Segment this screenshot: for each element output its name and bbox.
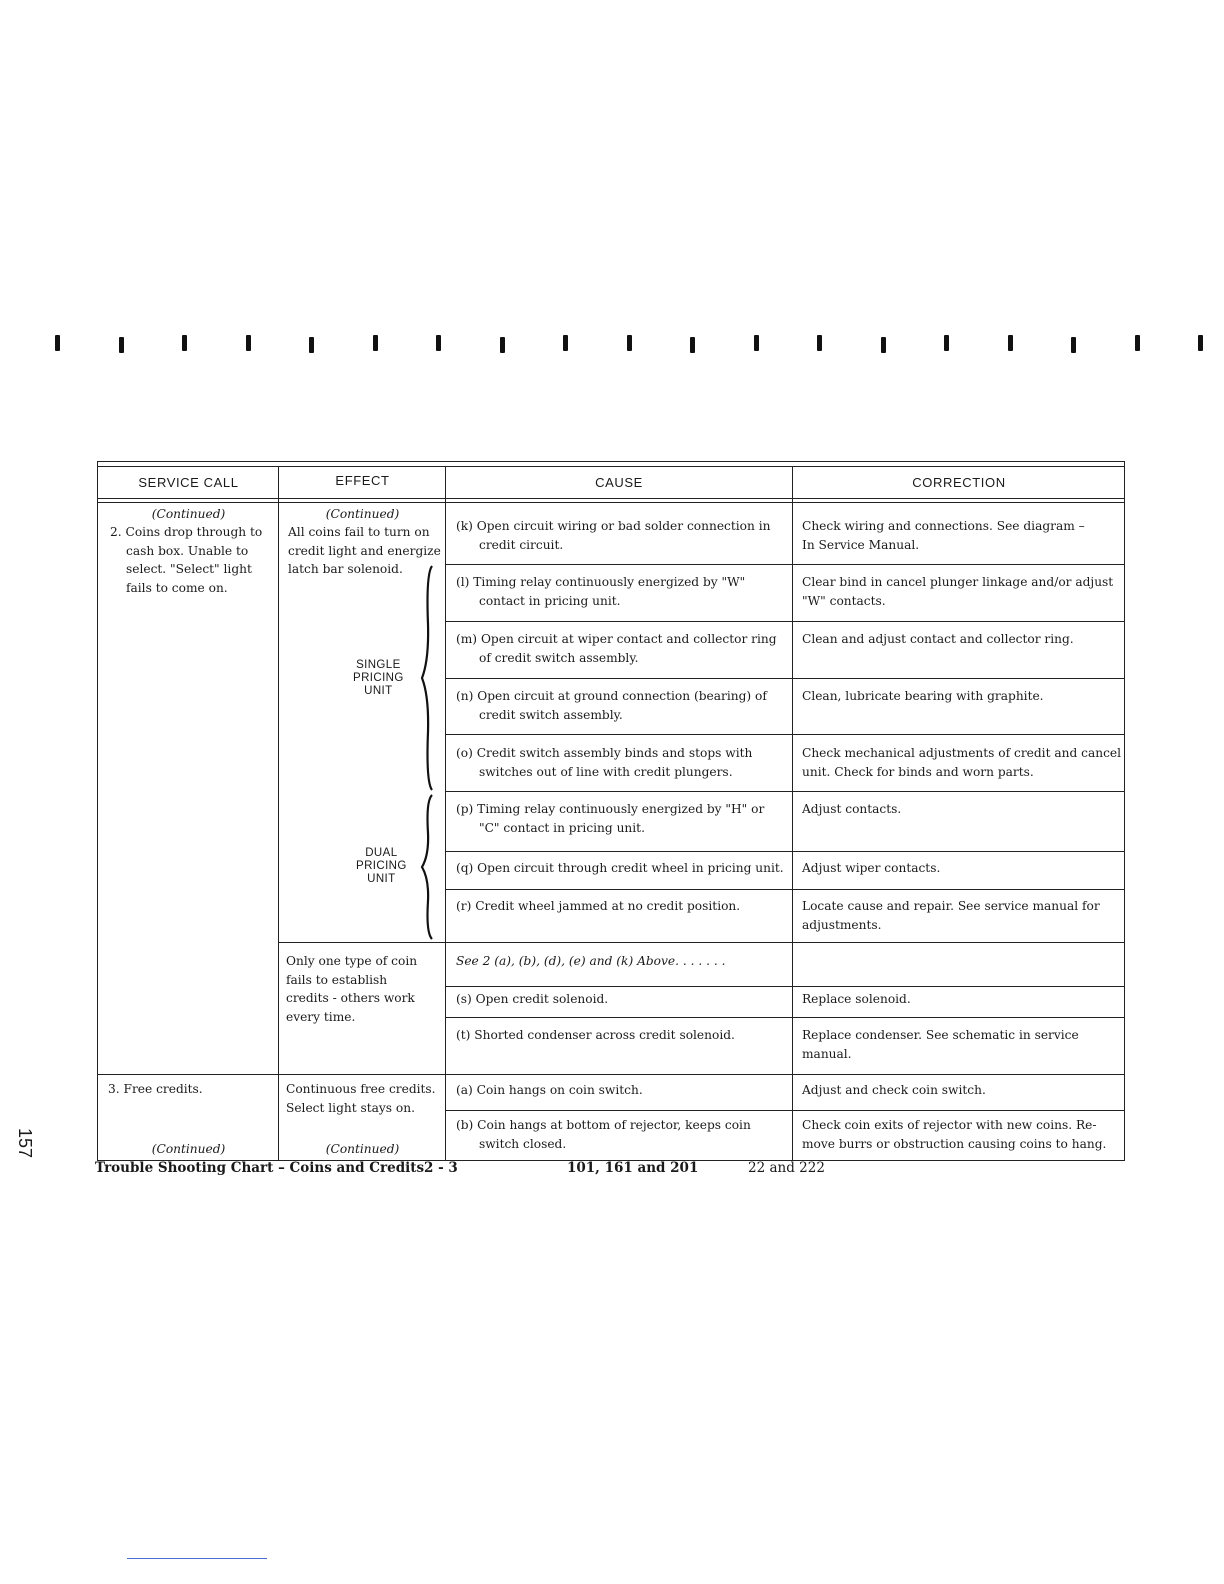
divider-line [127,1558,267,1559]
cause-cell: (p) Timing relay continuously energized by "H" or "C" contact in pricing unit. [456,802,765,835]
cause-cell: (o) Credit switch assembly binds and stops with switches out of line with credit plungers. [456,746,753,779]
registration-mark [1198,335,1203,351]
registration-mark [182,335,187,351]
cause-cell: (m) Open circuit at wiper contact and collector ring of credit switch assembly. [456,632,777,665]
service-call-continued-bottom: (Continued) [151,1142,226,1156]
footer-section: 2 - 3 [424,1160,458,1176]
correction-cell: Clean and adjust contact and collector ring. [802,632,1074,646]
registration-mark [1008,335,1013,351]
registration-mark [627,335,632,351]
cause-cell: (r) Credit wheel jammed at no credit position. [456,899,741,913]
registration-mark [754,335,759,351]
header-service-call: SERVICE CALL [138,475,239,490]
single-pricing-unit-label: SINGLE PRICING UNIT [353,659,404,697]
footer-models: 101, 161 and 201 [567,1160,699,1176]
registration-marks [55,335,1205,365]
correction-cell: Clear bind in cancel plunger linkage and/or adjust "W" contacts. [802,575,1114,608]
footer-title: Trouble Shooting Chart – Coins and Credits [95,1160,425,1176]
correction-cell: Adjust and check coin switch. [802,1083,986,1097]
service-call-item-2: 2. Coins drop through to cash box. Unable to select. "Select" light fails to come on. [110,525,263,595]
single-pricing-brace [420,564,440,792]
correction-cell: Locate cause and repair. See service manual for adjustments. [802,899,1100,932]
trouble-shooting-table [97,461,1125,1161]
registration-mark [944,335,949,351]
correction-cell: Adjust wiper contacts. [802,861,941,875]
effect-continued-top: (Continued) [325,507,400,521]
header-correction: CORRECTION [912,475,1006,490]
cause-cell: (l) Timing relay continuously energized by "W" contact in pricing unit. [456,575,746,608]
registration-mark [55,335,60,351]
correction-cell: Adjust contacts. [802,802,902,816]
cause-cell: (t) Shorted condenser across credit solenoid. [456,1028,735,1042]
service-call-item-3: 3. Free credits. [108,1082,203,1096]
registration-mark [246,335,251,351]
dual-pricing-unit-label: DUAL PRICING UNIT [356,847,407,885]
cause-cell: See 2 (a), (b), (d), (e) and (k) Above. . . . . . . [456,954,726,968]
dual-pricing-brace [420,793,440,941]
registration-mark [690,337,695,353]
cause-cell: (s) Open credit solenoid. [456,992,609,1006]
registration-mark [500,337,505,353]
registration-mark [563,335,568,351]
registration-mark [373,335,378,351]
page-number: 157 [15,1128,35,1159]
correction-cell: Check wiring and connections. See diagram – In Service Manual. [802,519,1085,552]
header-cause: CAUSE [595,475,643,490]
registration-mark [1135,335,1140,351]
footer-extra: 22 and 222 [748,1160,825,1176]
registration-mark [436,335,441,351]
correction-cell: Replace solenoid. [802,992,911,1006]
correction-cell: Replace condenser. See schematic in service manual. [802,1028,1079,1061]
registration-mark [1071,337,1076,353]
correction-cell: Check mechanical adjustments of credit and cancel unit. Check for binds and worn parts. [802,746,1122,779]
cause-cell: (n) Open circuit at ground connection (bearing) of credit switch assembly. [456,689,767,722]
effect-block-all-coins: All coins fail to turn on credit light and energize latch bar solenoid. [288,525,441,576]
effect-block-free-credits: Continuous free credits. Select light stays on. [286,1082,436,1115]
effect-continued-bottom: (Continued) [325,1142,400,1156]
header-effect: EFFECT [335,473,390,488]
registration-mark [119,337,124,353]
registration-mark [817,335,822,351]
correction-cell: Check coin exits of rejector with new coins. Re- move burrs or obstruction causing coins to hang. [802,1118,1107,1151]
correction-cell: Clean, lubricate bearing with graphite. [802,689,1044,703]
cause-cell: (q) Open circuit through credit wheel in pricing unit. [456,861,784,875]
registration-mark [881,337,886,353]
cause-cell: (a) Coin hangs on coin switch. [456,1083,643,1097]
registration-mark [309,337,314,353]
effect-block-one-coin: Only one type of coin fails to establish credits - others work every time. [286,954,418,1024]
service-call-continued-top: (Continued) [151,507,226,521]
cause-cell: (k) Open circuit wiring or bad solder connection in credit circuit. [456,519,771,552]
cause-cell: (b) Coin hangs at bottom of rejector, keeps coin switch closed. [456,1118,751,1151]
